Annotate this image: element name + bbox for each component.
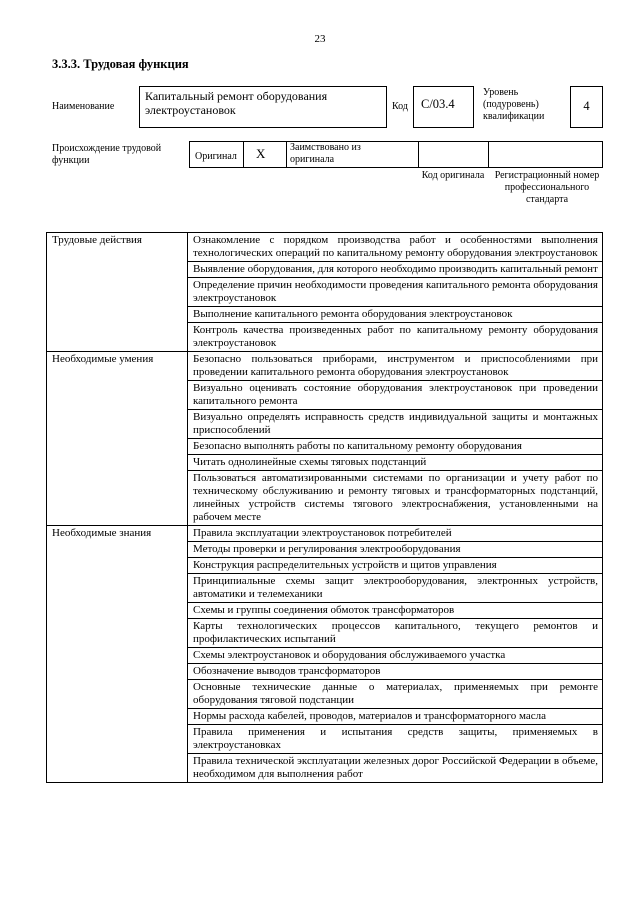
description-cell: Визуально оценивать состояние оборудования электроустановок при проведении капитального ремонта (188, 381, 603, 410)
description-cell: Принципиальные схемы защит электрооборудования, электронных устройств, автоматики и телемеханики (188, 574, 603, 603)
description-cell: Правила технической эксплуатации железных дорог Российской Федерации в объеме, необходимом для выполнения работ (188, 754, 603, 783)
origin-label: Происхождение трудовой функции (52, 143, 162, 166)
name-label: Наименование (52, 101, 115, 112)
page-number: 23 (314, 33, 326, 45)
table-row (47, 526, 603, 542)
description-cell: Правила эксплуатации электроустановок потребителей (188, 526, 603, 542)
description-cell: Основные технические данные о материалах, применяемых при ремонте оборудования тяговой подстанции (188, 680, 603, 709)
original-mark: X (256, 146, 266, 161)
description-cell: Правила применения и испытания средств защиты, применяемых в электроустановках (188, 725, 603, 754)
description-cell: Выявление оборудования, для которого необходимо производить капитальный ремонт (188, 262, 603, 278)
reg-number-caption: Регистрационный номер профессионального стандарта (494, 170, 600, 205)
name-value: Капитальный ремонт оборудования электроустановок (145, 89, 328, 117)
description-cell: Схемы и группы соединения обмоток трансформаторов (188, 603, 603, 619)
description-cell: Читать однолинейные схемы тяговых подстанций (188, 455, 603, 471)
level-value: 4 (583, 99, 590, 113)
section-title: 3.3.3. Трудовая функция (52, 57, 189, 71)
description-cell: Безопасно выполнять работы по капитальному ремонту оборудования (188, 439, 603, 455)
code-value-box (413, 86, 474, 128)
description-cell: Нормы расхода кабелей, проводов, материалов и трансформаторного масла (188, 709, 603, 725)
level-label: Уровень (подуровень) квалификации (483, 87, 545, 122)
code-label: Код (392, 101, 408, 112)
code-value: С/03.4 (421, 97, 455, 111)
description-cell: Безопасно пользоваться приборами, инструментом и приспособлениями при проведении капитального ремонта оборудования электроустановок (188, 352, 603, 381)
category-cell: Необходимые знания (47, 526, 188, 783)
description-cell: Визуально определять исправность средств индивидуальной защиты и монтажных приспособлений (188, 410, 603, 439)
description-cell: Методы проверки и регулирования электрооборудования (188, 542, 603, 558)
category-cell: Трудовые действия (47, 233, 188, 352)
table-row (47, 233, 603, 262)
table-row (47, 352, 603, 381)
category-cell: Необходимые умения (47, 352, 188, 526)
description-cell: Пользоваться автоматизированными системами по организации и учету работ по техническому обслуживанию и ремонту тяговых и трансформаторных подстанций, линейных устройств системы тягового электроснабжения, установленными на рабочем месте (188, 471, 603, 526)
description-cell: Определение причин необходимости проведения капитального ремонта оборудования электроустановок (188, 278, 603, 307)
description-cell: Карты технологических процессов капитального, текущего ремонтов и профилактических испытаний (188, 619, 603, 648)
code-original-caption: Код оригинала (421, 170, 485, 181)
borrowed-label: Заимствовано из оригинала (290, 142, 361, 165)
description-cell: Выполнение капитального ремонта оборудования электроустановок (188, 307, 603, 323)
description-cell: Контроль качества произведенных работ по капитальному ремонту оборудования электроустановок (188, 323, 603, 352)
description-cell: Обозначение выводов трансформаторов (188, 664, 603, 680)
description-cell: Конструкция распределительных устройств и щитов управления (188, 558, 603, 574)
requirements-table (46, 232, 603, 783)
name-value-box (139, 86, 387, 128)
origin-box (189, 141, 603, 168)
description-cell: Схемы электроустановок и оборудования обслуживаемого участка (188, 648, 603, 664)
level-value-box (570, 86, 603, 128)
description-cell: Ознакомление с порядком производства работ и особенностями выполнения технологических операций по капитальному ремонту оборудования электроустановок (188, 233, 603, 262)
original-label: Оригинал (195, 151, 237, 162)
